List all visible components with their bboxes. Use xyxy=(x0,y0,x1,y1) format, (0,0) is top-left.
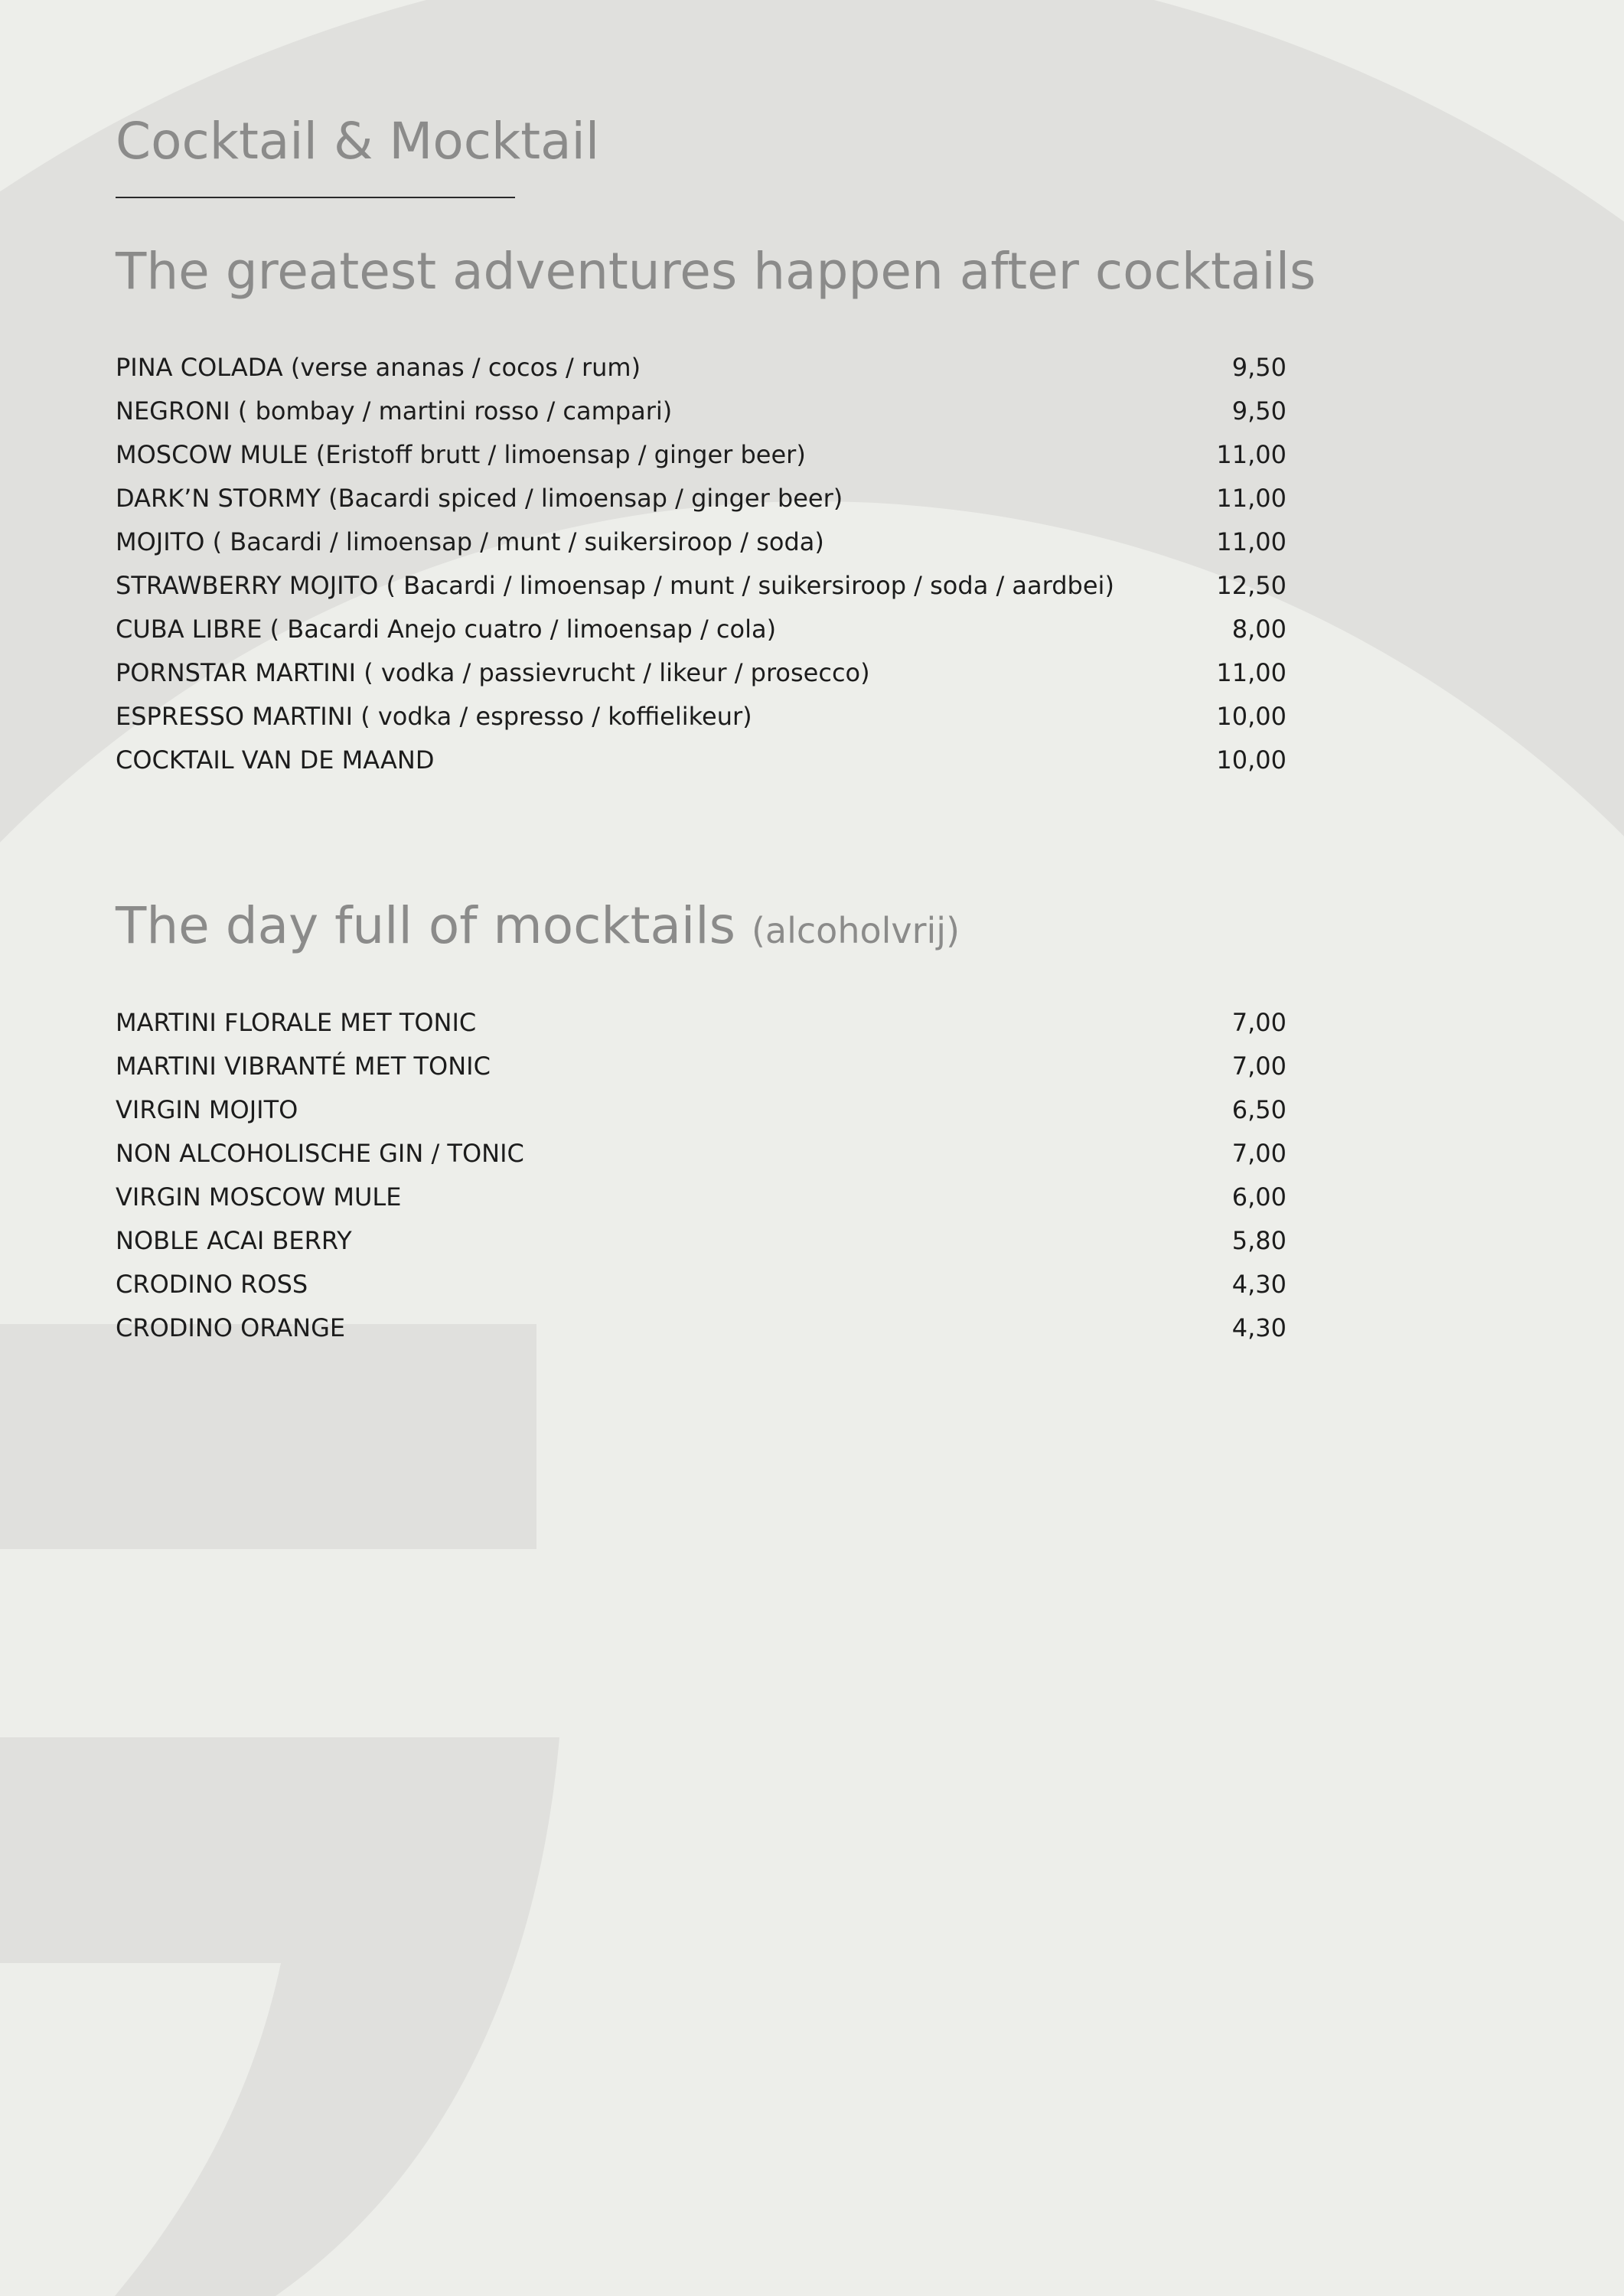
menu-item xyxy=(116,1088,1286,1132)
item-price: 8,00 xyxy=(1231,615,1286,644)
item-price: 6,50 xyxy=(1231,1095,1286,1124)
item-price: 10,00 xyxy=(1216,745,1286,775)
item-price: 7,00 xyxy=(1231,1139,1286,1168)
page-title: Cocktail & Mocktail xyxy=(116,112,600,171)
item-name: NEGRONI ( bombay / martini rosso / campari) xyxy=(116,396,673,426)
menu-item xyxy=(116,477,1286,520)
item-name: VIRGIN MOJITO xyxy=(116,1095,298,1124)
item-name: ESPRESSO MARTINI ( vodka / espresso / koffielikeur) xyxy=(116,702,752,731)
item-name: CUBA LIBRE ( Bacardi Anejo cuatro / limoensap / cola) xyxy=(116,615,777,644)
item-name: MARTINI VIBRANTÉ MET TONIC xyxy=(116,1052,491,1081)
item-name: PINA COLADA (verse ananas / cocos / rum) xyxy=(116,353,641,382)
item-price: 7,00 xyxy=(1231,1008,1286,1037)
item-name: CRODINO ROSS xyxy=(116,1270,308,1299)
item-price: 4,30 xyxy=(1231,1313,1286,1342)
section-heading-text: The greatest adventures happen after cocktails xyxy=(116,242,1316,301)
menu-item xyxy=(116,1306,1286,1350)
section-heading-note: (alcoholvrij) xyxy=(751,910,960,951)
item-price: 7,00 xyxy=(1231,1052,1286,1081)
cocktail-list xyxy=(116,346,1286,782)
item-name: DARK’N STORMY (Bacardi spiced / limoensap / ginger beer) xyxy=(116,484,843,513)
item-name: COCKTAIL VAN DE MAAND xyxy=(116,745,435,775)
menu-item xyxy=(116,564,1286,608)
menu-item xyxy=(116,346,1286,390)
menu-item xyxy=(116,433,1286,477)
section-heading-text: The day full of mocktails xyxy=(116,896,735,955)
menu-item xyxy=(116,1132,1286,1176)
section-heading-mocktails xyxy=(116,892,960,965)
menu-item xyxy=(116,390,1286,433)
title-divider xyxy=(116,197,515,198)
item-price: 11,00 xyxy=(1216,484,1286,513)
menu-item xyxy=(116,1045,1286,1088)
item-name: PORNSTAR MARTINI ( vodka / passievrucht / likeur / prosecco) xyxy=(116,658,870,687)
item-price: 11,00 xyxy=(1216,527,1286,556)
mocktail-list xyxy=(116,1001,1286,1350)
menu-item xyxy=(116,739,1286,782)
item-name: NOBLE ACAI BERRY xyxy=(116,1226,352,1255)
item-name: MOJITO ( Bacardi / limoensap / munt / suikersiroop / soda) xyxy=(116,527,824,556)
item-price: 10,00 xyxy=(1216,702,1286,731)
menu-item xyxy=(116,651,1286,695)
menu-item xyxy=(116,1263,1286,1306)
item-price: 5,80 xyxy=(1231,1226,1286,1255)
menu-item xyxy=(116,608,1286,651)
item-name: MOSCOW MULE (Eristoff brutt / limoensap / ginger beer) xyxy=(116,440,806,469)
item-price: 9,50 xyxy=(1231,396,1286,426)
item-price: 11,00 xyxy=(1216,658,1286,687)
section-heading-cocktails xyxy=(116,237,1316,306)
item-name: NON ALCOHOLISCHE GIN / TONIC xyxy=(116,1139,524,1168)
menu-item xyxy=(116,1001,1286,1045)
item-price: 9,50 xyxy=(1231,353,1286,382)
item-name: MARTINI FLORALE MET TONIC xyxy=(116,1008,477,1037)
menu-item xyxy=(116,520,1286,564)
menu-item xyxy=(116,1176,1286,1219)
item-price: 12,50 xyxy=(1216,571,1286,600)
menu-item xyxy=(116,695,1286,739)
item-name: CRODINO ORANGE xyxy=(116,1313,346,1342)
item-price: 6,00 xyxy=(1231,1182,1286,1212)
menu-item xyxy=(116,1219,1286,1263)
item-name: VIRGIN MOSCOW MULE xyxy=(116,1182,402,1212)
item-name: STRAWBERRY MOJITO ( Bacardi / limoensap / munt / suikersiroop / soda / aardbei) xyxy=(116,571,1114,600)
item-price: 11,00 xyxy=(1216,440,1286,469)
item-price: 4,30 xyxy=(1231,1270,1286,1299)
